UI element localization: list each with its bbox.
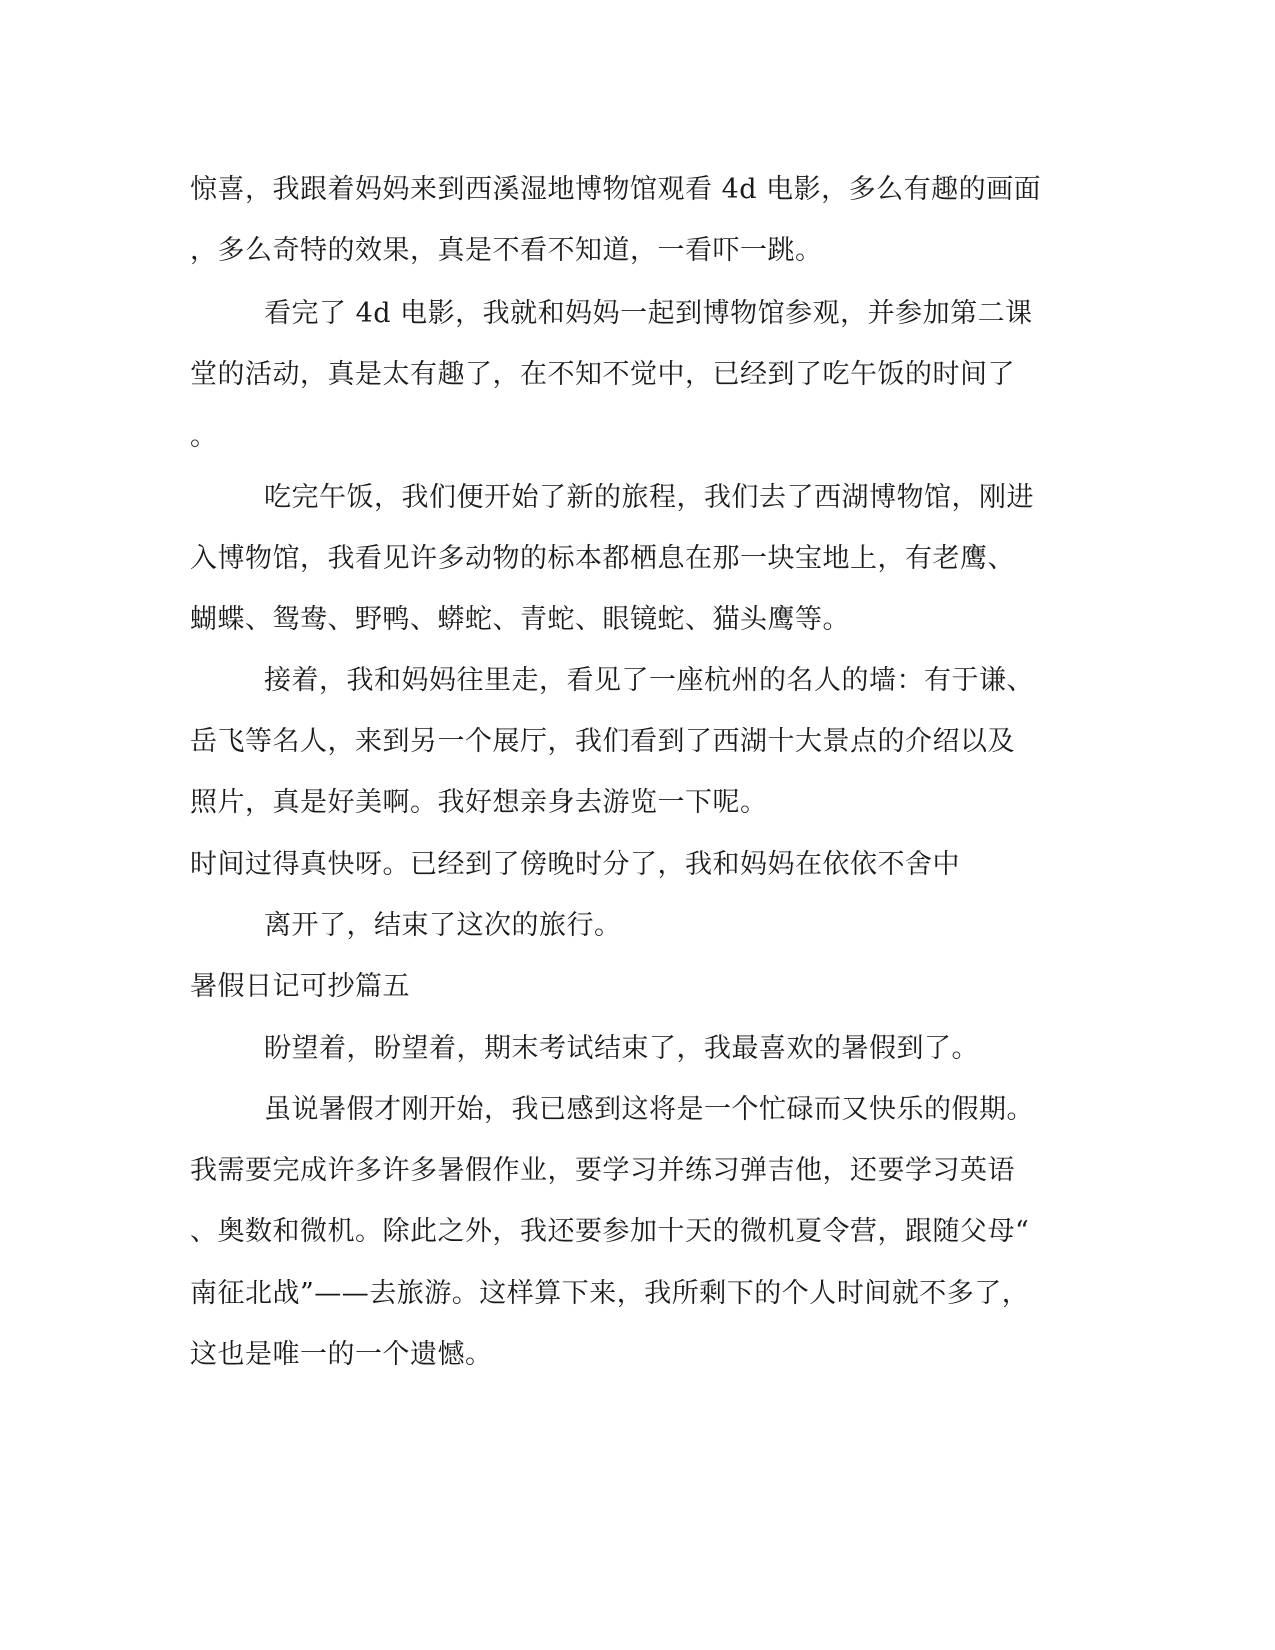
paragraph-first-line: 接着，我和妈妈往里走，看见了一座杭州的名人的墙：有于谦、 [264,665,1034,696]
text-line: ，多么奇特的效果，真是不看不知道，一看吓一跳。 [190,235,823,266]
text-line: 照片，真是好美啊。我好想亲身去游览一下呢。 [190,787,768,818]
text-line: 岳飞等名人，来到另一个展厅，我们看到了西湖十大景点的介绍以及 [190,726,1015,757]
text-line: 离开了，结束了这次的旅行。 [264,910,622,941]
text-line: 入博物馆，我看见许多动物的标本都栖息在那一块宝地上，有老鹰、 [190,543,1015,574]
text-line: 蝴蝶、鸳鸯、野鸭、蟒蛇、青蛇、眼镜蛇、猫头鹰等。 [190,604,850,635]
text-line: 、奥数和微机。除此之外，我还要参加十天的微机夏令营，跟随父母“ [190,1216,1030,1247]
text-line: 。 [190,421,218,452]
text-line: 这也是唯一的一个遗憾。 [190,1339,493,1370]
paragraph-first-line: 虽说暑假才刚开始，我已感到这将是一个忙碌而又快乐的假期。 [264,1094,1034,1125]
text-line: 堂的活动，真是太有趣了，在不知不觉中，已经到了吃午饭的时间了 [190,359,1015,390]
paragraph-first-line: 吃完午饭，我们便开始了新的旅程，我们去了西湖博物馆，刚进 [264,482,1034,513]
text-line: 惊喜，我跟着妈妈来到西溪湿地博物馆观看 4d 电影，多么有趣的画面 [190,174,1042,205]
paragraph-first-line: 看完了 4d 电影，我就和妈妈一起到博物馆参观，并参加第二课 [264,298,1033,329]
text-line: 南征北战”——去旅游。这样算下来，我所剩下的个人时间就不多了， [190,1278,1030,1309]
text-line: 我需要完成许多许多暑假作业，要学习并练习弹吉他，还要学习英语 [190,1155,1015,1186]
paragraph-first-line: 时间过得真快呀。已经到了傍晚时分了，我和妈妈在依依不舍中 [190,849,960,880]
section-heading: 暑假日记可抄篇五 [190,971,410,1002]
paragraph-first-line: 盼望着，盼望着，期末考试结束了，我最喜欢的暑假到了。 [264,1033,979,1064]
